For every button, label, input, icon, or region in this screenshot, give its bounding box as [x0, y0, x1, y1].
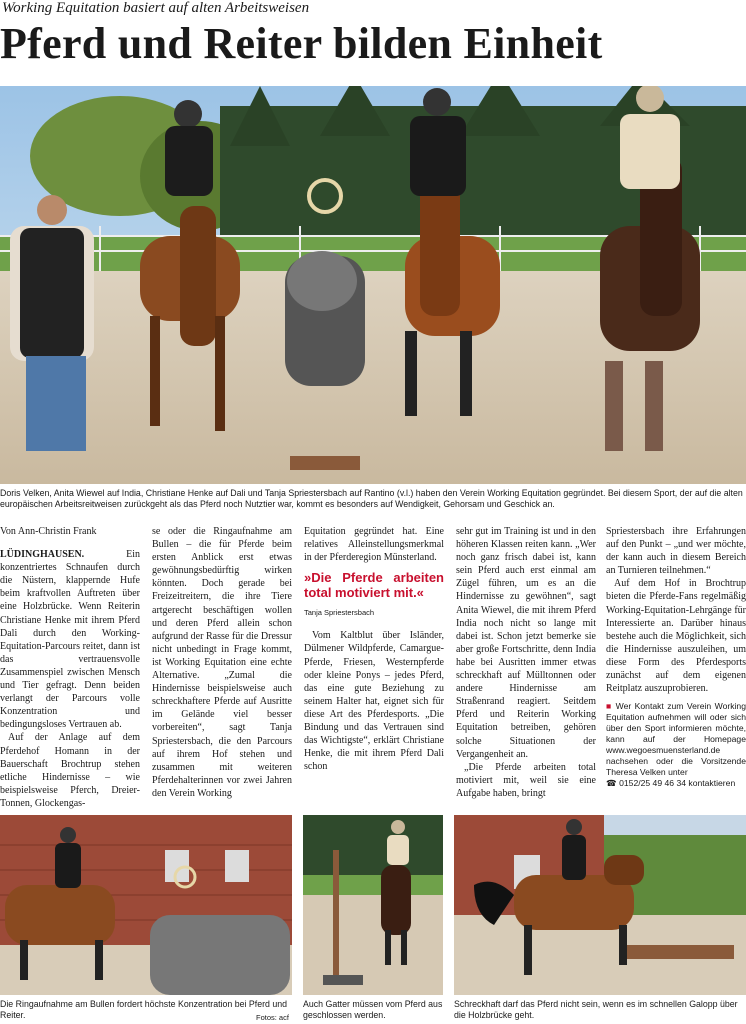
photo-gallop-bridge — [454, 815, 746, 995]
info-marker-icon: ■ — [606, 701, 613, 712]
paragraph: Equitation gegründet hat. Eine relatives Alleinstellungsmerkmal in der Pferderegion Münsterland. — [304, 526, 444, 564]
kicker: Working Equitation basiert auf alten Arbeitsweisen — [2, 0, 310, 16]
photo-gate — [303, 815, 443, 995]
paragraph: „Die Pferde arbeiten total motiviert mit, weil sie eine Aufgabe haben, bringt — [456, 761, 596, 799]
photo-bull-ring — [0, 815, 292, 995]
paragraph: Vom Kaltblut über Isländer, Dülmener Wildpferde, Camargue-Pferde, Friesen, Westernpferde oder kleine Ponys – jedes Pferd, das eine gute Beziehung zu seinem Halter hat, eignet sich für diese Art des Pferdesports. „Die Bindung und das Vertrauen sind das Wichtigste“, erklärt Christiane Henke, die mit ihrem Pferd Dali schon — [304, 630, 444, 773]
pull-quote-source: Tanja Spriestersbach — [304, 608, 375, 618]
byline: Von Ann-Christin Frank — [0, 526, 97, 537]
main-photo — [0, 86, 746, 484]
text-column-2 — [152, 525, 292, 800]
pull-quote: »Die Pferde arbeiten total motiviert mit.« — [304, 570, 444, 601]
phone-number: 0152/25 49 46 34 kontaktieren — [619, 778, 736, 789]
caption-gallop-bridge: Schreckhaft darf das Pferd nicht sein, wenn es im schnellen Galopp über die Holzbrücke geht. — [454, 999, 738, 1020]
caption-gate: Auch Gatter müssen vom Pferd aus geschlossen werden. — [303, 999, 443, 1020]
contact-info: ■ Wer Kontakt zum Verein Working Equitation aufnehmen will oder sich über den Sport informieren möchte, kann auf der Homepage www.wegoesmuensterland.de nachsehen oder die Vorsitzende Theresa Velken unter ☎ 0152/25 49 46 34 kontaktieren — [606, 701, 746, 789]
caption-bull-ring: Die Ringaufnahme am Bullen fordert höchste Konzentration bei Pferd und Reiter. — [0, 999, 288, 1020]
dateline: LÜDINGHAUSEN. — [0, 549, 85, 561]
phone-icon: ☎ — [606, 778, 617, 789]
headline: Pferd und Reiter bilden Einheit — [0, 19, 603, 68]
paragraph: Auf dem Hof in Brochtrup bieten die Pferde-Fans regelmäßig Working-Equitation-Lehrgänge für Interessierte an. Darüber hinaus bestehe auch die Möglichkeit, sich die Hindernisse auszuleihen, um diese Form des Pferdesports zunächst auf dem eigenen Reitplatz auszuprobieren. — [606, 578, 746, 695]
text-column-3 — [304, 525, 444, 773]
paragraph: Auf der Anlage auf dem Pferdehof Homann in der Bauerschaft Brochtrup stehen etliche Hindernisse – wie beispielsweise Pferch, Dreier-Tonnen, Glockengas- — [0, 732, 140, 809]
text-column-4 — [456, 525, 596, 800]
paragraph: se oder die Ringaufnahme am Bullen – die für Pferde beim ersten Anblick erst etwas gewöhnungsbedürftig wirken könnten. Doch gerade bei Freizeitreitern, die ihre Tiere artgerecht beschäftigen wollen und deren Pferd allein schon aufgrund der Rasse für die Dressur nicht unbedingt in Frage kommt, ist Working Equitation eine echte Alternative. „Zumal die Hindernisse beispielsweise auch schreckhaftere Pferde auf Ausritte im Gelände viel besser vorbereiten“, sagt Tanja Spriestersbach, die den Parcours auf ihrem Hof stehen und zusammen mit weiteren Pferdehalterinnen vor zwei Jahren den Verein Working — [152, 526, 292, 799]
paragraph: Spriestersbach ihre Erfahrungen auf den Punkt – „und wer möchte, der kann auch in diesem Bereich an Turnieren teilnehmen.“ — [606, 526, 746, 577]
text-column-1 — [0, 525, 140, 810]
paragraph: LÜDINGHAUSEN. Ein konzentriertes Schnaufen durch die Nüstern, klappernde Hufe beim kraftvollen Auftreten über eine Holzbrücke. Wenn Reiterin Christiane Henke mit ihrem Pferd Dali durch den Working-Equitation-Parcours reitet, dann ist das vertrauensvolle Zusammenspiel zwischen Mensch und Tier gefragt. Denn beiden verlangt der Parcours volle Konzentration und bedingungsloses Vertrauen ab. — [0, 549, 140, 731]
text-column-5 — [606, 525, 746, 789]
paragraph: sehr gut im Training ist und in den höheren Klassen reiten kann. „Wer noch ganz frisch dabei ist, kann sein Pferd auch erst einmal am Zügel führen, um es an die Hindernisse zu gewöhnen“, sagt Anita Wiewel, die mit ihrem Pferd India noch nicht so lange mit dabei ist. Schon jetzt bemerke sie aber große Fortschritte, denn India habe bei Ausritten immer etwas schreckhaft auf Mülltonnen oder andere Hindernisse am Straßenrand reagiert. Seitdem Pferd und Reiterin Working Equitation betreiben, gehören solche Situationen der Vergangenheit an. — [456, 526, 596, 760]
main-photo-caption: Doris Velken, Anita Wiewel auf India, Christiane Henke auf Dali und Tanja Spriestersbach auf Rantino (v.l.) haben den Verein Working Equitation gegründet. Bei diesem Sport, der auf die alten europäischen Arbeitsreitweisen zurückgeht als das Pferd noch Nutztier war, kommt es besonders auf Wendigkeit, Gehorsam und Geschick an. — [0, 488, 743, 509]
photo-credit: Fotos: acf — [256, 1013, 289, 1022]
